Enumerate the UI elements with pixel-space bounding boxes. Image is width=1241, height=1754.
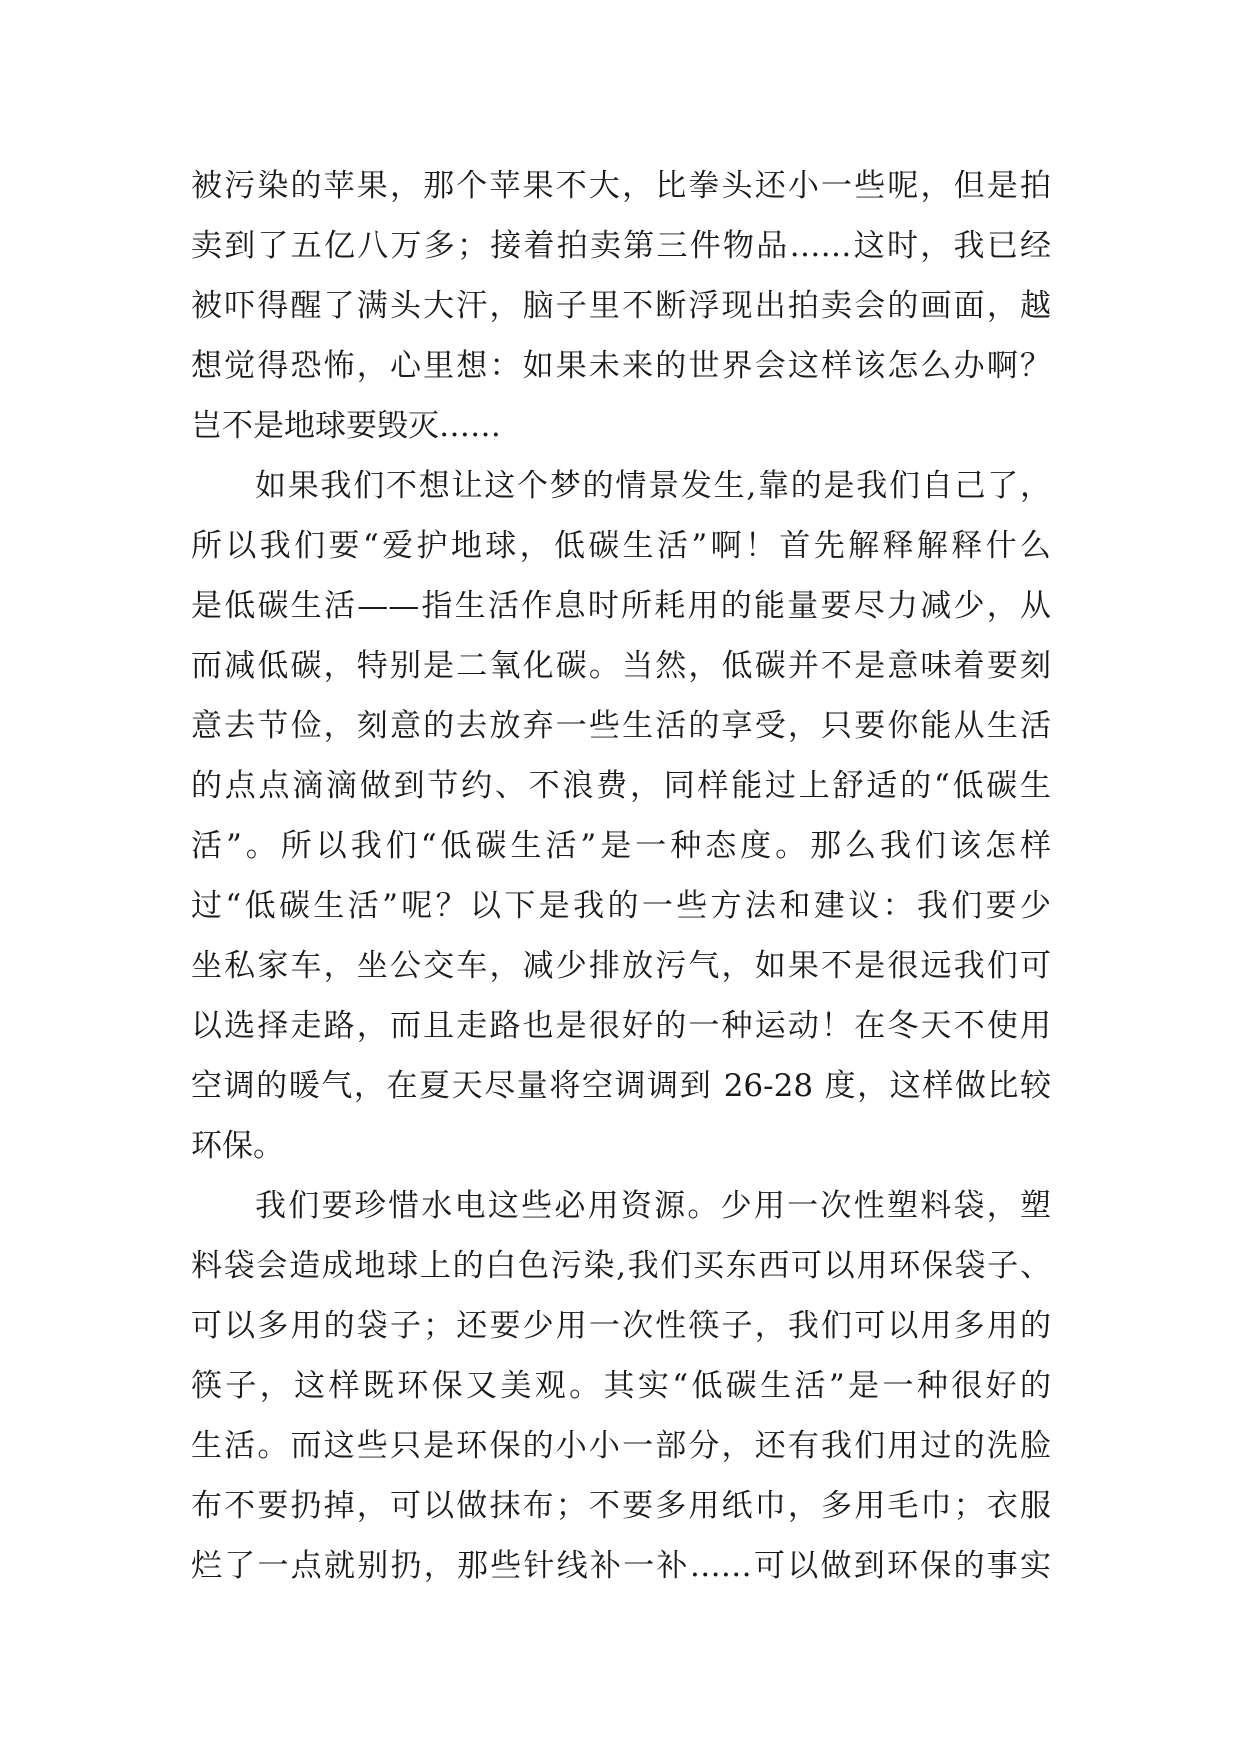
text-line: 环保。 (191, 1128, 284, 1164)
text-line: 意去节俭，刻意的去放弃一些生活的享受，只要你能从生活 (191, 708, 1051, 744)
text-line: 所以我们要“爱护地球，低碳生活”啊！首先解释解释什么 (191, 528, 1051, 564)
text-line: 的点点滴滴做到节约、不浪费，同样能过上舒适的“低碳生 (191, 768, 1051, 804)
text-line: 以选择走路，而且走路也是很好的一种运动！在冬天不使用 (191, 1008, 1051, 1044)
body-text (191, 156, 1051, 1596)
text-line: 过“低碳生活”呢？以下是我的一些方法和建议：我们要少 (191, 888, 1051, 924)
text-line: 筷子，这样既环保又美观。其实“低碳生活”是一种很好的 (191, 1368, 1051, 1404)
text-line: 是低碳生活——指生活作息时所耗用的能量要尽力减少，从 (191, 588, 1051, 624)
text-line: 坐私家车，坐公交车，减少排放污气，如果不是很远我们可 (191, 948, 1051, 984)
text-line: 布不要扔掉，可以做抹布；不要多用纸巾，多用毛巾；衣服 (191, 1488, 1051, 1524)
text-line: 而减低碳，特别是二氧化碳。当然，低碳并不是意味着要刻 (191, 648, 1051, 684)
text-line: 空调的暖气，在夏天尽量将空调调到 26-28 度，这样做比较 (191, 1068, 1051, 1104)
text-line: 卖到了五亿八万多；接着拍卖第三件物品……这时，我已经 (191, 228, 1051, 264)
paragraph-first-line: 我们要珍惜水电这些必用资源。少用一次性塑料袋，塑 (255, 1188, 1051, 1224)
text-line: 被污染的苹果，那个苹果不大，比拳头还小一些呢，但是拍 (191, 168, 1051, 204)
text-line: 被吓得醒了满头大汗，脑子里不断浮现出拍卖会的画面，越 (191, 288, 1051, 324)
text-line: 可以多用的袋子；还要少用一次性筷子，我们可以用多用的 (191, 1308, 1051, 1344)
text-line: 活”。所以我们“低碳生活”是一种态度。那么我们该怎样 (191, 828, 1051, 864)
text-line: 想觉得恐怖，心里想：如果未来的世界会这样该怎么办啊？ (191, 348, 1051, 384)
text-line: 岂不是地球要毁灭…… (191, 408, 501, 444)
text-line: 烂了一点就别扔，那些针线补一补……可以做到环保的事实 (191, 1548, 1051, 1584)
text-line: 生活。而这些只是环保的小小一部分，还有我们用过的洗脸 (191, 1428, 1051, 1464)
text-line: 料袋会造成地球上的白色污染,我们买东西可以用环保袋子、 (191, 1248, 1051, 1284)
paragraph-first-line: 如果我们不想让这个梦的情景发生,靠的是我们自己了， (255, 468, 1051, 504)
